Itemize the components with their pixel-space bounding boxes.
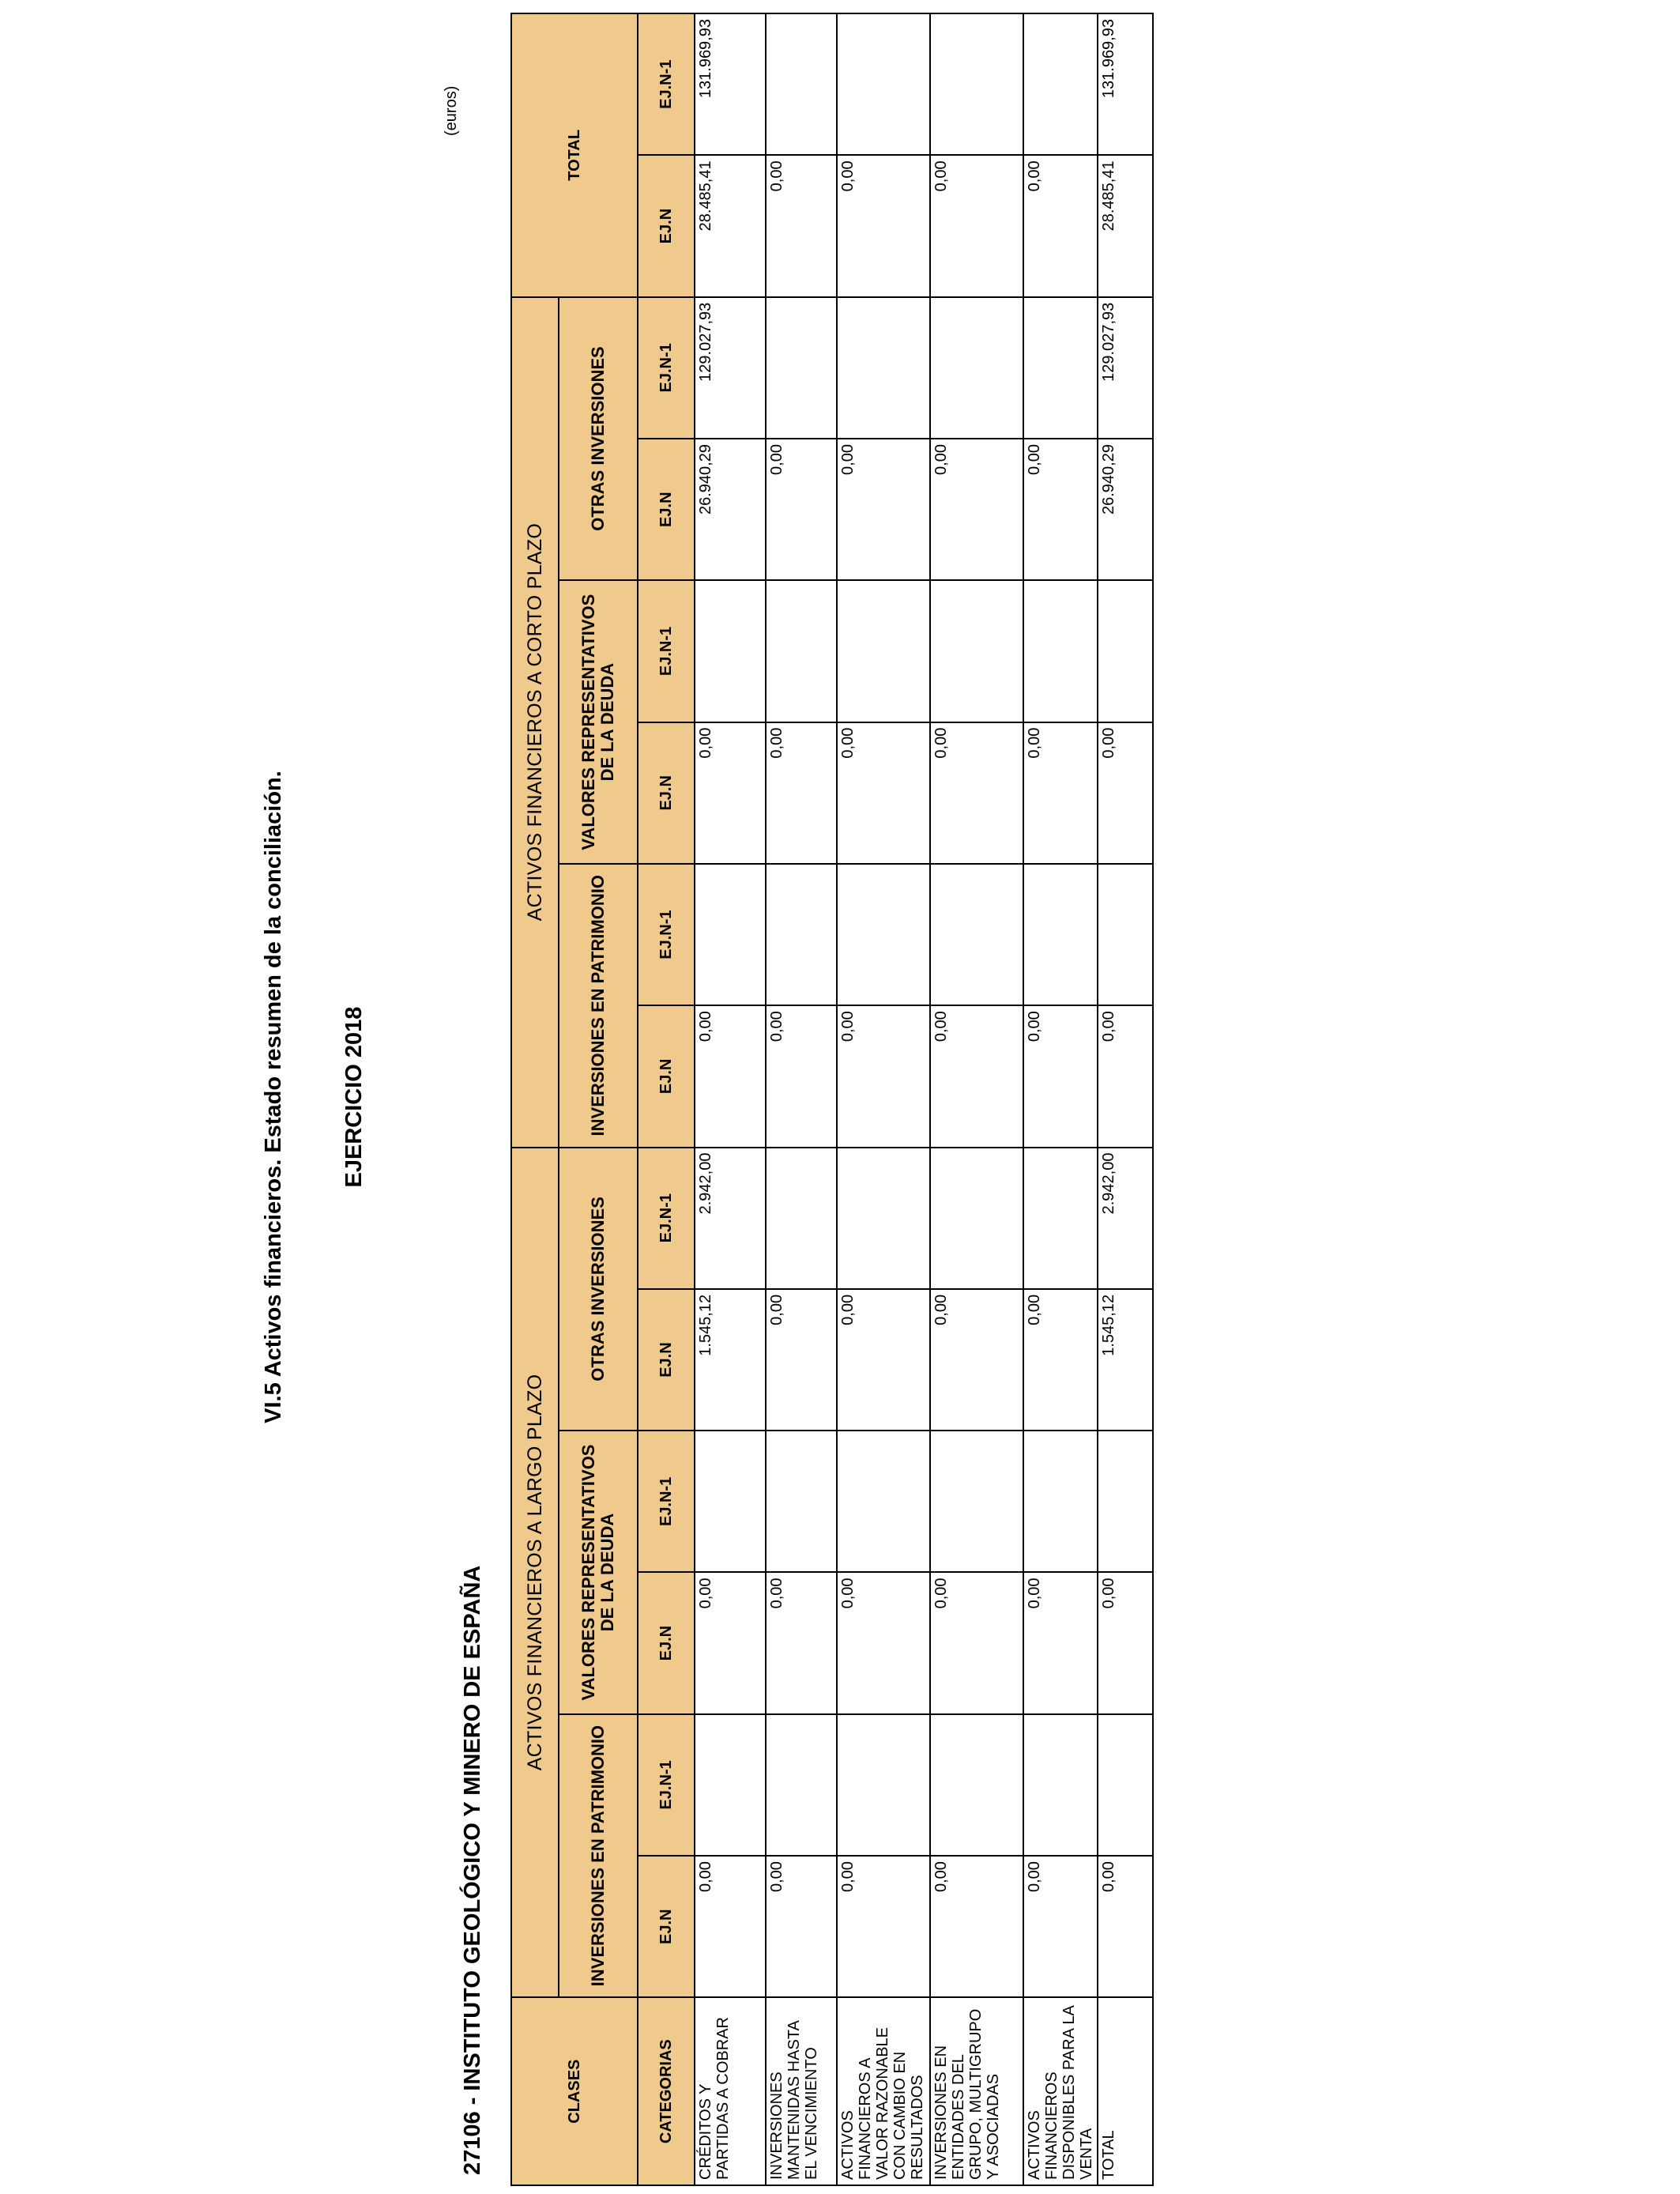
cell-value (695, 864, 766, 1005)
ej-n-header: EJ.N (638, 1289, 695, 1431)
ej-n1-header: EJ.N-1 (638, 580, 695, 722)
table-row (766, 13, 837, 2185)
cell-value (1098, 1431, 1153, 1572)
ej-n-header: EJ.N (638, 1856, 695, 1997)
row-label: INVERSIONES MANTENIDAS HASTA EL VENCIMIENTO (766, 1997, 837, 2185)
ej-n1-header: EJ.N-1 (638, 297, 695, 439)
row-label: ACTIVOS FINANCIEROS A VALOR RAZONABLE CON CAMBIO EN RESULTADOS (837, 1997, 930, 2185)
cell-value: 0,00 (837, 439, 930, 580)
cell-value (1098, 1714, 1153, 1856)
cell-value (766, 297, 837, 439)
cell-value: 2.942,00 (695, 1148, 766, 1289)
cell-value (930, 13, 1023, 155)
row-label: ACTIVOS FINANCIEROS DISPONIBLES PARA LA VENTA (1023, 1997, 1098, 2185)
cell-value (695, 1714, 766, 1856)
cell-value: 1.545,12 (1098, 1289, 1153, 1431)
cell-value: 0,00 (930, 1856, 1023, 1997)
cell-value (837, 1431, 930, 1572)
ej-n1-header: EJ.N-1 (638, 13, 695, 155)
cell-value: 0,00 (766, 439, 837, 580)
cell-value: 0,00 (930, 722, 1023, 864)
cell-value: 0,00 (1098, 722, 1153, 864)
ej-n-header: EJ.N (638, 439, 695, 580)
row-label: CRÉDITOS Y PARTIDAS A COBRAR (695, 1997, 766, 2185)
lp-valores-deuda-header: VALORES REPRESENTATIVOS DE LA DEUDA (559, 1431, 638, 1714)
lp-inversiones-patrimonio-header: INVERSIONES EN PATRIMONIO (559, 1714, 638, 1998)
cp-valores-deuda-header: VALORES REPRESENTATIVOS DE LA DEUDA (559, 580, 638, 864)
largo-plazo-header: ACTIVOS FINANCIEROS A LARGO PLAZO (511, 1148, 559, 1998)
cell-value: 0,00 (1098, 1005, 1153, 1147)
cell-value (695, 580, 766, 722)
cell-value: 26.940,29 (1098, 439, 1153, 580)
cell-value (1023, 580, 1098, 722)
cell-value (930, 1714, 1023, 1856)
cell-value (1023, 1148, 1098, 1289)
cell-value (837, 1148, 930, 1289)
row-label: TOTAL (1098, 1997, 1153, 2185)
table-row (1023, 13, 1098, 2185)
cell-value (766, 580, 837, 722)
organization-name: 27106 - INSTITUTO GEOLÓGICO Y MINERO DE ESPAÑA (460, 1565, 485, 2175)
cell-value: 129.027,93 (1098, 297, 1153, 439)
cell-value: 28.485,41 (695, 155, 766, 296)
cell-value (1023, 297, 1098, 439)
ej-n-header: EJ.N (638, 722, 695, 864)
cell-value: 0,00 (1023, 1572, 1098, 1713)
cell-value: 0,00 (930, 1005, 1023, 1147)
cell-value (1098, 864, 1153, 1005)
cell-value: 0,00 (766, 1005, 837, 1147)
cell-value: 0,00 (837, 1572, 930, 1713)
cell-value: 26.940,29 (695, 439, 766, 580)
cell-value: 0,00 (837, 1005, 930, 1147)
cell-value (930, 580, 1023, 722)
categorias-header: CATEGORIAS (638, 1997, 695, 2185)
cell-value: 0,00 (837, 1289, 930, 1431)
cell-value (1098, 580, 1153, 722)
cell-value: 0,00 (837, 155, 930, 296)
corto-plazo-header: ACTIVOS FINANCIEROS A CORTO PLAZO (511, 297, 559, 1148)
cell-value: 2.942,00 (1098, 1148, 1153, 1289)
cell-value (1023, 13, 1098, 155)
cell-value: 0,00 (1023, 155, 1098, 296)
cell-value: 0,00 (837, 722, 930, 864)
cell-value: 0,00 (766, 1289, 837, 1431)
cell-value: 129.027,93 (695, 297, 766, 439)
ej-n-header: EJ.N (638, 1005, 695, 1147)
cell-value: 0,00 (930, 439, 1023, 580)
cell-value: 0,00 (1023, 1289, 1098, 1431)
cell-value: 0,00 (930, 1572, 1023, 1713)
cell-value: 0,00 (766, 722, 837, 864)
cell-value (766, 1148, 837, 1289)
cp-inversiones-patrimonio-header: INVERSIONES EN PATRIMONIO (559, 864, 638, 1148)
cell-value (837, 1714, 930, 1856)
cell-value (766, 1431, 837, 1572)
ej-n-header: EJ.N (638, 155, 695, 296)
units-label: (euros) (443, 85, 460, 136)
financial-assets-table (510, 13, 1154, 2186)
table-row-total (1098, 13, 1153, 2185)
cell-value: 0,00 (1098, 1856, 1153, 1997)
table-row (695, 13, 766, 2185)
cell-value: 0,00 (766, 1856, 837, 1997)
cell-value: 0,00 (766, 1572, 837, 1713)
cell-value: 131.969,93 (695, 13, 766, 155)
cell-value (837, 864, 930, 1005)
cell-value (837, 13, 930, 155)
cell-value (930, 297, 1023, 439)
cell-value (930, 1148, 1023, 1289)
ej-n1-header: EJ.N-1 (638, 1431, 695, 1572)
table-header (511, 13, 695, 2185)
cell-value: 0,00 (695, 722, 766, 864)
cell-value: 0,00 (930, 1289, 1023, 1431)
cell-value: 0,00 (695, 1572, 766, 1713)
row-label: INVERSIONES EN ENTIDADES DEL GRUPO, MULTIGRUPO Y ASOCIADAS (930, 1997, 1023, 2185)
ej-n1-header: EJ.N-1 (638, 864, 695, 1005)
cell-value: 1.545,12 (695, 1289, 766, 1431)
table-row (837, 13, 930, 2185)
cell-value (695, 1431, 766, 1572)
cell-value (837, 297, 930, 439)
cell-value (1023, 1431, 1098, 1572)
cell-value (837, 580, 930, 722)
lp-otras-inversiones-header: OTRAS INVERSIONES (559, 1148, 638, 1431)
cell-value (1023, 864, 1098, 1005)
table-body (695, 13, 1153, 2185)
cell-value: 0,00 (766, 155, 837, 296)
table-row (930, 13, 1023, 2185)
total-header: TOTAL (511, 13, 638, 297)
page-title: VI.5 Activos financieros. Estado resumen de la conciliación. (261, 771, 286, 1423)
cell-value: 0,00 (837, 1856, 930, 1997)
cell-value: 0,00 (1023, 439, 1098, 580)
cell-value (1023, 1714, 1098, 1856)
ej-n1-header: EJ.N-1 (638, 1148, 695, 1289)
ej-n-header: EJ.N (638, 1572, 695, 1713)
cell-value (766, 1714, 837, 1856)
cell-value (930, 1431, 1023, 1572)
cell-value (766, 864, 837, 1005)
cell-value (930, 864, 1023, 1005)
cell-value: 131.969,93 (1098, 13, 1153, 155)
cell-value: 0,00 (1023, 1856, 1098, 1997)
cell-value (766, 13, 837, 155)
cell-value: 0,00 (930, 155, 1023, 296)
cell-value: 28.485,41 (1098, 155, 1153, 296)
cell-value: 0,00 (1023, 722, 1098, 864)
cell-value: 0,00 (1023, 1005, 1098, 1147)
cell-value: 0,00 (695, 1005, 766, 1147)
page-subtitle: EJERCICIO 2018 (341, 1006, 367, 1188)
clases-header: CLASES (511, 1997, 638, 2185)
cp-otras-inversiones-header: OTRAS INVERSIONES (559, 297, 638, 581)
ej-n1-header: EJ.N-1 (638, 1714, 695, 1856)
cell-value: 0,00 (1098, 1572, 1153, 1713)
cell-value: 0,00 (695, 1856, 766, 1997)
